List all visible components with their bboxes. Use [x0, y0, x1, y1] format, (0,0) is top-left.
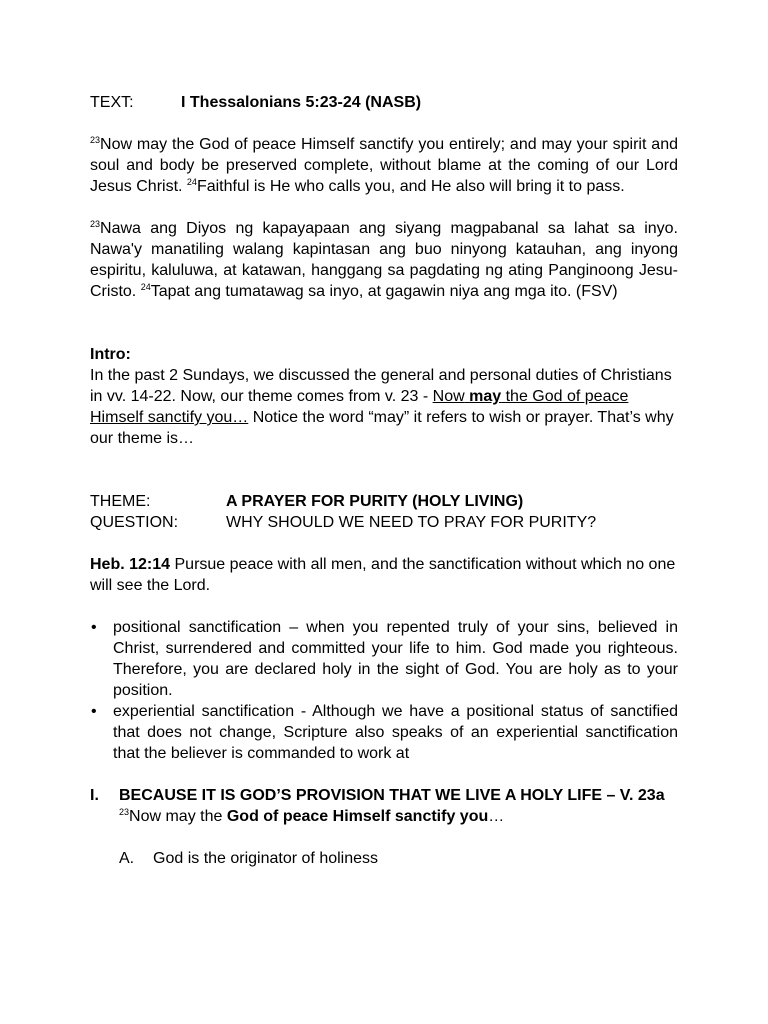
theme-row	[90, 491, 678, 512]
intro-heading: Intro:	[90, 346, 131, 363]
outline-subpoint-a	[90, 848, 678, 869]
outline-point-1	[90, 785, 678, 827]
document-page	[90, 92, 678, 869]
question-label: QUESTION:	[90, 514, 179, 531]
verse-text: Now may the God of peace Himself sanctify you entirely; and may your spirit and soul and body be preserved complete, without blame at the coming of our Lord Jesus Christ.	[90, 136, 678, 195]
theme-label: THEME:	[90, 493, 151, 510]
outline-verse: $^{23}$Now may the God of peace Himself sanctify you…	[119, 807, 505, 825]
intro-text: In the past 2 Sundays, we discussed the general and personal duties of Christians in vv. 14-22. Now, our theme comes from v. 23 -	[90, 367, 672, 405]
verse-number: 24	[186, 177, 197, 187]
heb-reference: Heb. 12:14	[90, 556, 171, 573]
subpoint-label: A.	[119, 850, 135, 867]
list-item: • positional sanctification – when you repented truly of your sins, believed in Christ, surrendered and committed your life to him. God made you righteous. Therefore, you are declared holy in the sight of God. You are holy as to your position.	[90, 617, 678, 701]
fsv-passage	[90, 218, 678, 302]
list-item: • experiential sanctification - Although we have a positional status of sanctified that does not change, Scripture also speaks of an experiential sanctification that the believer is commanded to work at	[90, 701, 678, 764]
intro-quote: Now may the God of peace Himself sanctify you…	[90, 388, 629, 426]
outline-title: BECAUSE IT IS GOD’S PROVISION THAT WE LIVE A HOLY LIFE – V. 23a	[119, 787, 665, 804]
verse-number: 23	[90, 219, 101, 229]
question-value: WHY SHOULD WE NEED TO PRAY FOR PURITY?	[226, 514, 597, 531]
intro-paragraph	[90, 365, 678, 449]
outline-number: I.	[90, 787, 99, 804]
heb-text: Pursue peace with all men, and the sanctification without which no one will see the Lord.	[90, 556, 676, 594]
text-label: TEXT:	[90, 94, 134, 111]
verse-number: 23	[119, 807, 130, 817]
verse-text: Faithful is He who calls you, and He also will bring it to pass.	[196, 178, 625, 195]
verse-number: 23	[90, 135, 101, 145]
theme-value: A PRAYER FOR PURITY (HOLY LIVING)	[226, 493, 524, 510]
intro-text-after: Notice the word “may” it refers to wish or prayer. That’s why our theme is…	[90, 409, 674, 447]
verse-text: Tapat ang tumatawag sa inyo, at gagawin niya ang mga ito. (FSV)	[150, 283, 618, 300]
text-reference-row	[90, 92, 678, 113]
sanctification-list	[90, 617, 678, 764]
verse-text: Nawa ang Diyos ng kapayapaan ang siyang magpabanal sa lahat sa inyo. Nawa'y manatiling walang kapintasan ang buo ninyong katauhan, ang inyong espiritu, kaluluwa, at katawan, hanggang sa pagdating ng ating Panginoong Jesu-Cristo.	[90, 220, 678, 300]
subpoint-text: God is the originator of holiness	[153, 850, 379, 867]
verse-number: 24	[140, 282, 151, 292]
nasb-passage	[90, 134, 678, 197]
heb-paragraph	[90, 554, 678, 596]
question-row	[90, 512, 678, 533]
scripture-reference: I Thessalonians 5:23-24 (NASB)	[181, 94, 422, 111]
